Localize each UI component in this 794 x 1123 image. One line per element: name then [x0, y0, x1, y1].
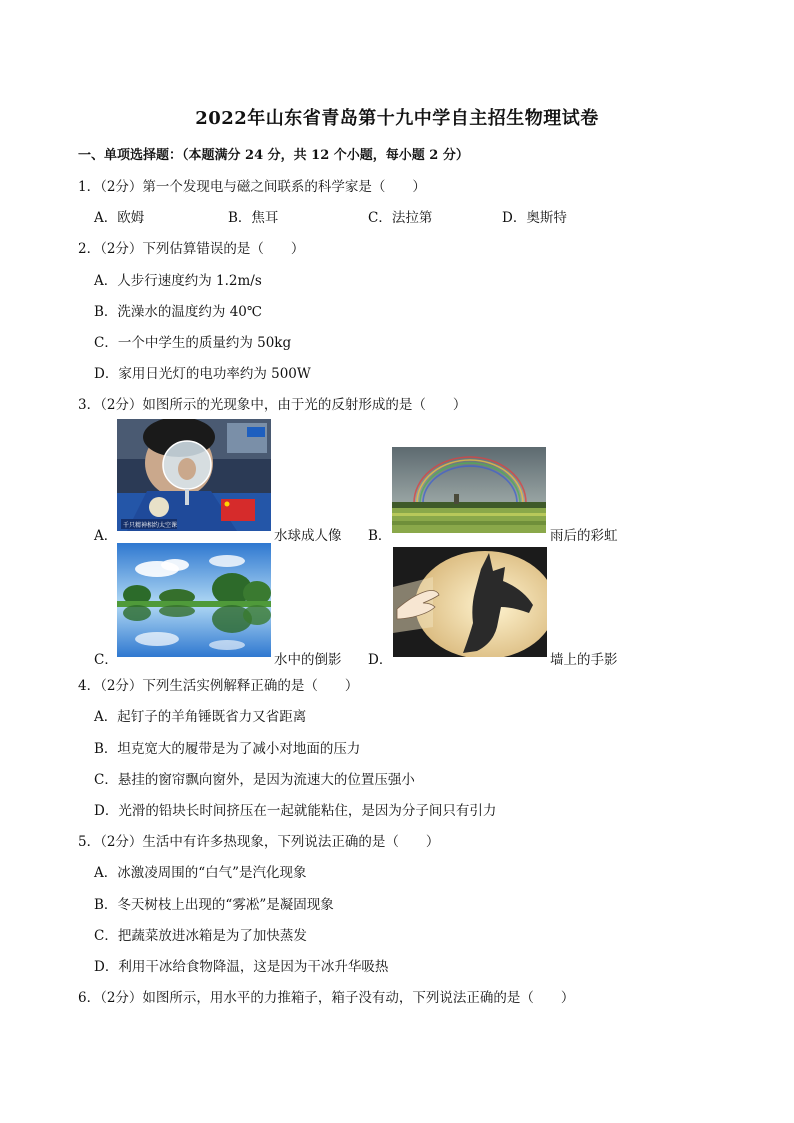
question-1-option-b: B．焦耳 — [228, 210, 279, 226]
question-5-stem: 5．（2分）生活中有许多热现象，下列说法正确的是（ ） — [78, 834, 440, 850]
question-3-option-d-letter: D． — [368, 652, 393, 668]
astronaut-water-ball-image — [117, 419, 271, 531]
question-1-option-a: A．欧姆 — [94, 210, 145, 226]
question-4-stem: 4．（2分）下列生活实例解释正确的是（ ） — [78, 678, 359, 694]
question-3-option-c-caption: 水中的倒影 — [274, 652, 342, 668]
question-4-option-a: A．起钉子的羊角锤既省力又省距离 — [94, 709, 307, 725]
hand-shadow-image — [393, 547, 547, 657]
lake-reflection-image — [117, 543, 271, 657]
question-5-option-c: C．把蔬菜放进冰箱是为了加快蒸发 — [94, 928, 307, 944]
question-5-option-d: D．利用干冰给食物降温，这是因为干冰升华吸热 — [94, 959, 389, 975]
question-3-option-b-letter: B． — [368, 528, 392, 544]
rainbow-image — [392, 447, 546, 533]
question-1-option-d: D．奥斯特 — [502, 210, 567, 226]
question-1-option-c: C．法拉第 — [368, 210, 433, 226]
question-2-option-d: D．家用日光灯的电功率约为 500W — [94, 366, 311, 382]
question-3-option-d-caption: 墙上的手影 — [550, 652, 618, 668]
question-6-stem: 6．（2分）如图所示，用水平的力推箱子，箱子没有动，下列说法正确的是（ ） — [78, 990, 575, 1006]
question-4-option-b: B．坦克宽大的履带是为了减小对地面的压力 — [94, 741, 361, 757]
question-3-stem: 3．（2分）如图所示的光现象中，由于光的反射形成的是（ ） — [78, 397, 467, 413]
question-4-option-c: C．悬挂的窗帘飘向窗外，是因为流速大的位置压强小 — [94, 772, 415, 788]
question-3-option-c-letter: C． — [94, 652, 118, 668]
question-2-option-b: B．洗澡水的温度约为 40℃ — [94, 304, 262, 320]
question-2-option-c: C．一个中学生的质量约为 50kg — [94, 335, 292, 351]
question-1-stem: 1．（2分）第一个发现电与磁之间联系的科学家是（ ） — [78, 179, 426, 195]
section-heading: 一、单项选择题：（本题满分 24 分，共 12 个小题，每小题 2 分） — [78, 148, 469, 163]
page-title: 2022年山东省青岛第十九中学自主招生物理试卷 — [195, 108, 599, 129]
question-4-option-d: D．光滑的铅块长时间挤压在一起就能粘住，是因为分子间只有引力 — [94, 803, 497, 819]
question-2-stem: 2．（2分）下列估算错误的是（ ） — [78, 241, 305, 257]
astronaut-image-caption: 千只精神相约太空课 — [123, 522, 178, 529]
question-5-option-a: A．冰激凌周围的“白气”是汽化现象 — [94, 865, 307, 881]
question-5-option-b: B．冬天树枝上出现的“雾凇”是凝固现象 — [94, 897, 334, 913]
question-3-option-a-caption: 水球成人像 — [274, 528, 342, 544]
question-2-option-a: A．人步行速度约为 1.2m/s — [94, 273, 262, 289]
question-3-option-b-caption: 雨后的彩虹 — [550, 528, 618, 544]
question-3-option-a-letter: A． — [94, 528, 118, 544]
